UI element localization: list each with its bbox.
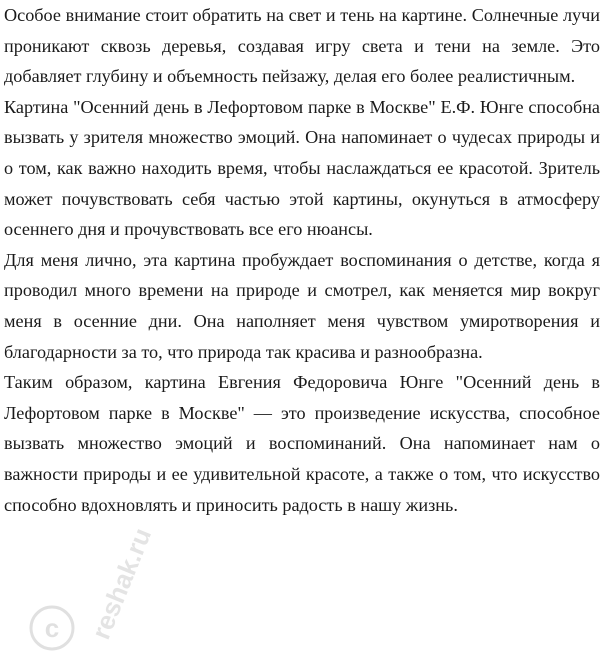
paragraph-painting-emotions: Картина "Осенний день в Лефортовом парке в Москве" Е.Ф. Юнге способна вызвать у зрителя множество эмоций. Она напоминает о чудесах природы и о том, как важно находить время, чтобы наслаждаться ее красотой. Зритель может почувствовать себя частью этой картины, окунуться в атмосферу осеннего дня и прочувствовать все его нюансы. [4,96,600,240]
paragraph-light-and-shadow: Особое внимание стоит обратить на свет и тень на картине. Солнечные лучи проникают сквозь деревья, создавая игру света и тени на земле. Это добавляет глубину и объемность пейзажу, делая его более реалистичным. [4,5,600,87]
watermark-text: reshak.ru [85,523,158,644]
paragraph-conclusion: Таким образом, картина Евгения Федоровича Юнге "Осенний день в Лефортовом парке в Москве" — это произведение искусства, способное вызвать множество эмоций и воспоминаний. Она напоминает нам о важности природы и ее удивительной красоте, а также о том, что искусство способно вдохновлять и приносить радость в нашу жизнь. [4,372,600,515]
document-page [4,0,600,665]
copyright-icon: c [44,613,60,643]
paragraph-personal-memories: Для меня лично, эта картина пробуждает воспоминания о детстве, когда я проводил много времени на природе и смотрел, как меняется мир вокруг меня в осенние дни. Она наполняет меня чувством умиротворения и благодарности за то, что природа так красива и разнообразна. [4,249,600,362]
